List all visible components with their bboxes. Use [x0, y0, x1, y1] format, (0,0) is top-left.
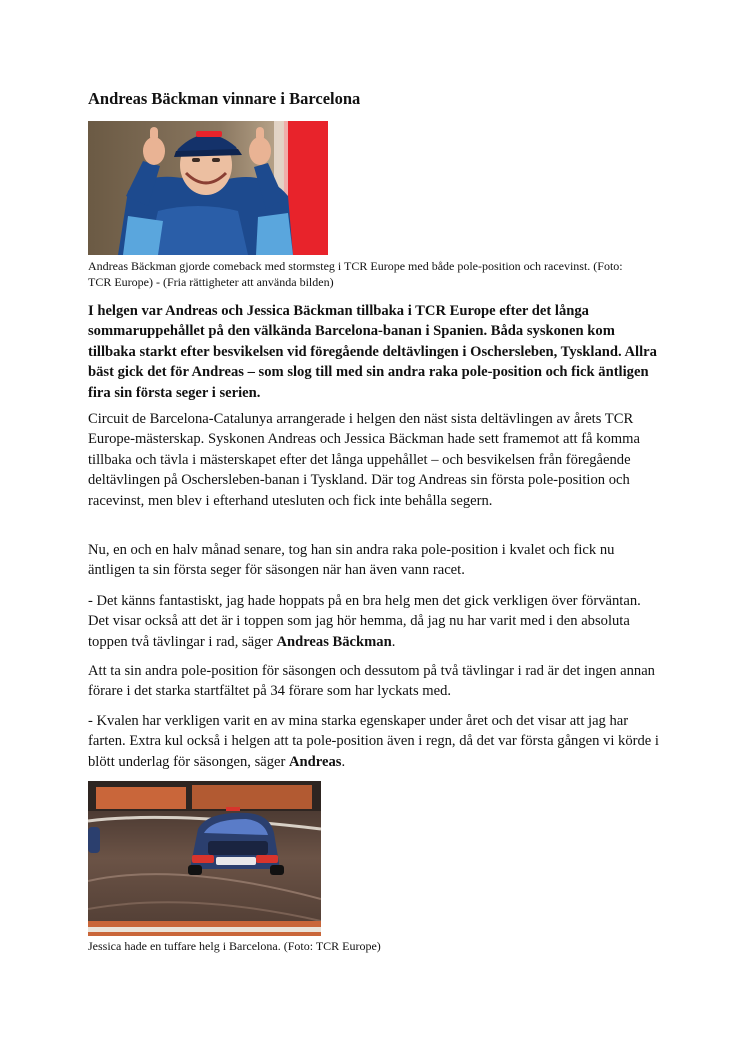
driver-podium-photo — [88, 121, 328, 255]
body-paragraph-4: Att ta sin andra pole-position för säsongen och dessutom på två tävlingar i rad är det ingen annan förare i det starka startfältet på 34 förare som har lyckats med. — [88, 663, 655, 700]
lead-paragraph: I helgen var Andreas och Jessica Bäckman tillbaka i TCR Europe efter det långa sommaruppehållet på den välkända Barcelona-banan i Spanien. Båda syskonen kom tillbaka starkt efter besvikelsen vid föregående deltävlingen i Oschersleben, Tyskland. Allra bäst gick det för Andreas – som slog till med sin andra raka pole-position och fick äntligen fira sin första seger i serien. — [88, 303, 657, 401]
photo1-caption: Andreas Bäckman gjorde comeback med stormsteg i TCR Europe med både pole-position och racevinst. (Foto: TCR Europe) - (Fria rättigheter att använda bilden) — [88, 259, 623, 289]
driver-podium-image — [88, 121, 328, 255]
quote-end: . — [391, 633, 396, 650]
article-title: Andreas Bäckman vinnare i Barcelona — [88, 89, 361, 108]
body-paragraph-5 — [88, 711, 660, 772]
quote-speaker: Andreas — [289, 753, 342, 770]
body-paragraph-2: Nu, en och en halv månad senare, tog han sin andra raka pole-position i kvalet och fick nu äntligen ta sin första seger för säsongen när han även vann racet. — [88, 542, 615, 579]
body-paragraph-1: Circuit de Barcelona-Catalunya arrangerade i helgen den näst sista deltävlingen av årets TCR Europe-mästerskap. Syskonen Andreas och Jessica Bäckman hade sett framemot att få komma tillbaka och tävla i mästerskapet efter det långa uppehållet – och besvikelsen från föregående deltävlingen på Oschersleben-banan i Tyskland. Där tog Andreas sin första pole-position och racevinst, men blev i efterhand utesluten och fick inte behålla segern. — [88, 411, 640, 509]
race-car-photo — [88, 781, 321, 936]
quote-speaker: Andreas Bäckman — [276, 633, 392, 650]
quote-end: . — [341, 753, 346, 770]
photo2-caption: Jessica hade en tuffare helg i Barcelona. (Foto: TCR Europe) — [88, 939, 381, 953]
quote-text: - Kvalen har verkligen varit en av mina starka egenskaper under året och det visar att jag har farten. Extra kul också i helgen att ta pole-position även i regn, då det var första gången vi körde i blött underlag för säsongen, säger — [88, 713, 659, 770]
race-car-image — [88, 781, 321, 936]
body-paragraph-3 — [88, 591, 660, 652]
quote-text: - Det känns fantastiskt, jag hade hoppats på en bra helg men det gick verkligen över förväntan. Det visar också att det är i toppen som jag hör hemma, då jag nu har varit med i den absoluta toppen två tävlingar i rad, säger — [88, 593, 641, 650]
